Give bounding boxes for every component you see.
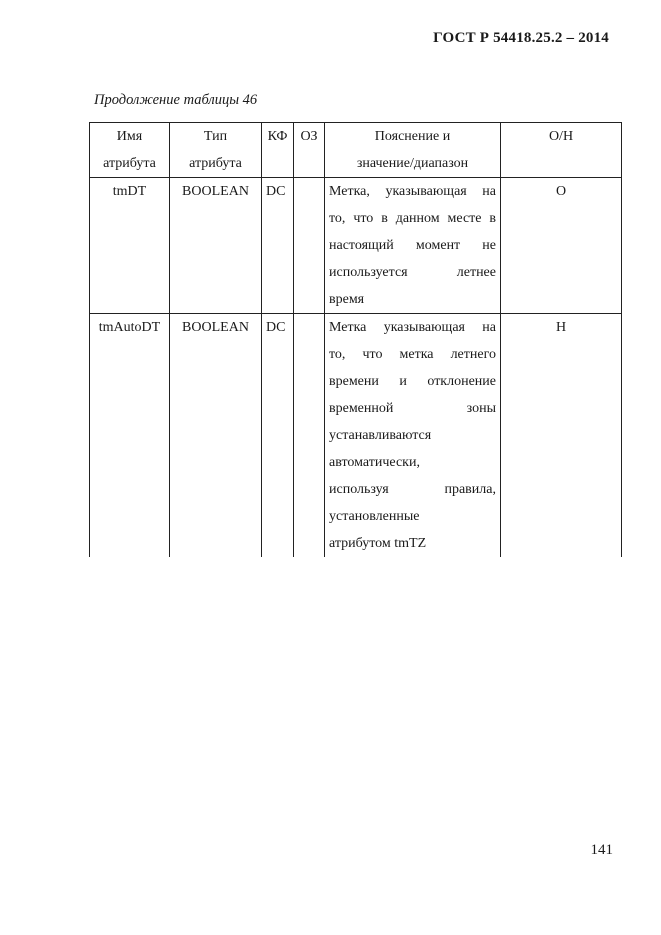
header-attr-name: Имя атрибута — [90, 123, 170, 178]
cell-fc: DC — [262, 314, 294, 558]
cell-fc: DC — [262, 178, 294, 314]
cell-attr-name: tmAutoDT — [90, 314, 170, 558]
table-row — [90, 314, 622, 558]
document-code: ГОСТ Р 54418.25.2 – 2014 — [433, 30, 609, 46]
cell-attr-type: BOOLEAN — [170, 314, 262, 558]
table-caption: Продолжение таблицы 46 — [94, 92, 258, 108]
cell-description: Метка указывающая на то, что метка летнего времени и отклонение временной зоны устанавливаются автоматически, используя правила, установленные атрибутом tmTZ — [325, 314, 501, 558]
header-fc: КФ — [262, 123, 294, 178]
cell-attr-type: BOOLEAN — [170, 178, 262, 314]
attributes-table — [89, 122, 622, 557]
cell-mo: О — [501, 178, 622, 314]
header-attr-type: Тип атрибута — [170, 123, 262, 178]
header-description: Пояснение и значение/диапазон — [325, 123, 501, 178]
table-row — [90, 178, 622, 314]
cell-oz — [294, 314, 325, 558]
cell-oz — [294, 178, 325, 314]
cell-attr-name: tmDT — [90, 178, 170, 314]
cell-description: Метка, указывающая на то, что в данном месте в настоящий момент не используется летнее время — [325, 178, 501, 314]
table-header-row — [90, 123, 622, 178]
header-mo: О/Н — [501, 123, 622, 178]
cell-mo: Н — [501, 314, 622, 558]
header-oz: ОЗ — [294, 123, 325, 178]
page-number: 141 — [590, 842, 613, 858]
